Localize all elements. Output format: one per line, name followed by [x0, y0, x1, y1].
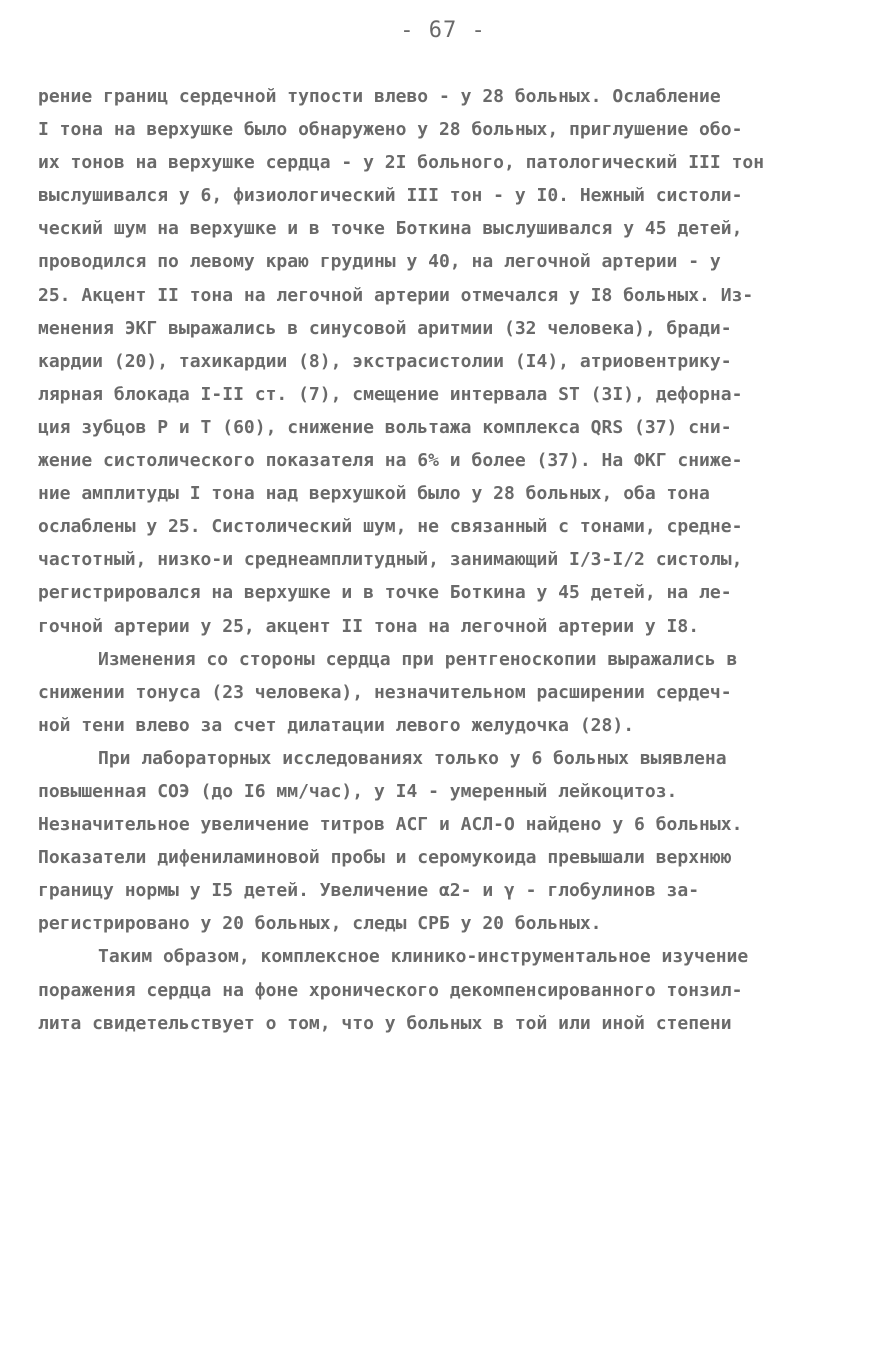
text-line: лярная блокада I-II ст. (7), смещение интервала ST (3I), дефорна- — [38, 383, 743, 405]
text-line: ческий шум на верхушке и в точке Боткина выслушивался у 45 детей, — [38, 218, 743, 240]
paragraph-start-line: Таким образом, комплексное клинико-инструментальное изучение — [98, 946, 749, 968]
text-line: регистрировано у 20 больных, следы СРБ у 20 больных. — [38, 913, 602, 935]
paragraph-start-line: При лабораторных исследованиях только у 6 больных выявлена — [98, 747, 727, 769]
paragraph-start-line: Изменения со стороны сердца при рентгеноскопии выражались в — [98, 648, 738, 670]
body-text — [38, 80, 838, 1040]
text-line: ной тени влево за счет дилатации левого желудочка (28). — [38, 714, 635, 736]
text-line: поражения сердца на фоне хронического декомпенсированного тонзил- — [38, 979, 743, 1001]
text-line: жение систолического показателя на 6% и более (37). На ФКГ сниже- — [38, 450, 743, 472]
text-line: повышенная СОЭ (до I6 мм/час), у I4 - умеренный лейкоцитоз. — [38, 780, 678, 802]
text-line: лита свидетельствует о том, что у больных в той или иной степени — [38, 1012, 732, 1034]
text-line: кардии (20), тахикардии (8), экстрасистолии (I4), атриовентрику- — [38, 350, 732, 372]
text-line: Незначительное увеличение титров АСГ и АСЛ-О найдено у 6 больных. — [38, 814, 743, 836]
text-line: регистрировался на верхушке и в точке Боткина у 45 детей, на ле- — [38, 582, 732, 604]
text-line: проводился по левому краю грудины у 40, на легочной артерии - у — [38, 251, 721, 273]
text-line: гочной артерии у 25, акцент II тона на легочной артерии у I8. — [38, 615, 700, 637]
text-line: ние амплитуды I тона над верхушкой было у 28 больных, оба тона — [38, 483, 710, 505]
text-line: 25. Акцент II тона на легочной артерии отмечался у I8 больных. Из- — [38, 284, 754, 306]
text-line: менения ЭКГ выражались в синусовой аритмии (32 человека), бради- — [38, 317, 732, 339]
text-line: частотный, низко-и среднеамплитудный, занимающий I/3-I/2 систолы, — [38, 549, 743, 571]
text-line: их тонов на верхушке сердца - у 2I больного, патологический III тон — [38, 152, 765, 174]
page-number: - 67 - — [400, 18, 486, 43]
text-line: выслушивался у 6, физиологический III тон - у I0. Нежный систоли- — [38, 185, 743, 207]
text-line: ослаблены у 25. Систолический шум, не связанный с тонами, средне- — [38, 516, 743, 538]
text-line: Показатели дифениламиновой пробы и серомукоида превышали верхнюю — [38, 847, 732, 869]
text-line: рение границ сердечной тупости влево - у 28 больных. Ослабление — [38, 86, 721, 107]
text-line: ция зубцов P и T (60), снижение вольтажа комплекса QRS (37) сни- — [38, 416, 732, 438]
text-line: снижении тонуса (23 человека), незначительном расширении сердеч- — [38, 681, 732, 703]
text-line: границу нормы у I5 детей. Увеличение α2- и γ - глобулинов за- — [38, 880, 700, 902]
text-line: I тона на верхушке было обнаружено у 28 больных, приглушение обо- — [38, 119, 743, 141]
